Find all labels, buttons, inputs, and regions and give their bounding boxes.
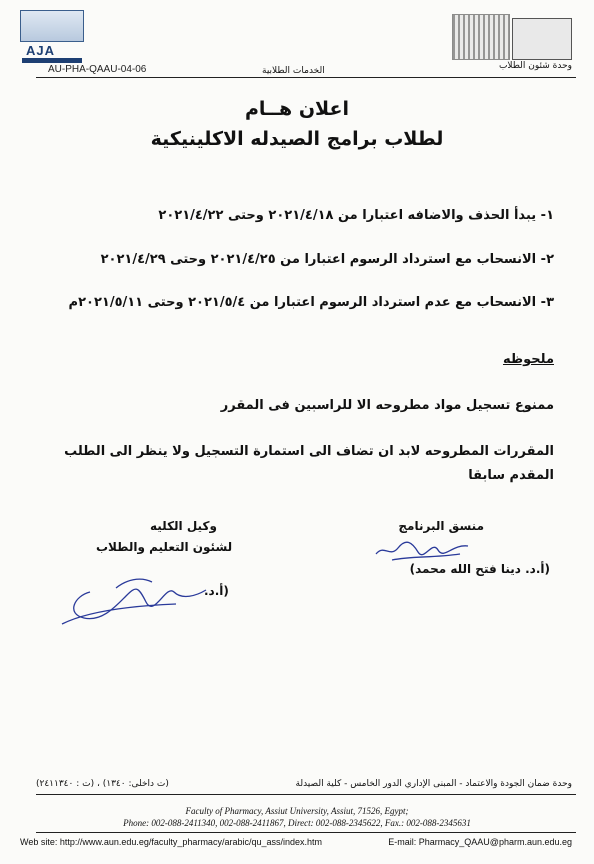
footer-extension: (ت داخلى: ١٣٤٠) ، (ت : ٢٤١١٣٤٠) <box>36 779 169 789</box>
note-heading: ملحوظه <box>502 352 554 367</box>
document-code: AU-PHA-QAAU-04-06 <box>48 64 147 75</box>
vice-dean-title: وكيل الكليه <box>150 519 217 533</box>
item-1: ١- يبدأ الحذف والاضافه اعتبارا من ٢٠٢١/٤/١٨ وحتى ٢٠٢١/٤/٢٢ <box>158 208 554 223</box>
footer-address: Faculty of Pharmacy, Assiut University, Assiut, 71526, Egypt; <box>185 806 409 816</box>
vice-dean-signature <box>56 566 236 630</box>
coordinator-signature <box>372 534 472 564</box>
section-name: الخدمات الطلابية <box>262 66 325 76</box>
university-emblem <box>452 14 510 60</box>
footer-email[interactable]: E-mail: Pharmacy_QAAU@pharm.aun.edu.eg <box>388 837 572 847</box>
vice-dean-name: (أ.د. <box>204 584 229 598</box>
note-line-2: المقررات المطروحه لابد ان تضاف الى استمارة التسجيل ولا ينظر الى الطلب المقدم سابقا <box>64 444 554 483</box>
footer-rule-2 <box>36 832 576 833</box>
footer-website[interactable]: Web site: http://www.aun.edu.eg/faculty_pharmacy/arabic/qu_ass/index.htm <box>20 837 322 847</box>
footer-rule <box>36 794 576 795</box>
note-line-1: ممنوع تسجيل مواد مطروحه الا للراسبين فى المقرر <box>220 398 554 413</box>
footer-unit-address: وحدة ضمان الجودة والاعتماد - المبنى الإداري الدور الخامس - كلية الصيدلة <box>295 779 572 789</box>
coordinator-name: (أ.د. دينا فتح الله محمد) <box>409 562 550 576</box>
announcement-subtitle: لطلاب برامج الصيدله الاكلينيكية <box>150 128 444 150</box>
aja-logo-text: AJA <box>26 43 56 58</box>
coordinator-title: منسق البرنامج <box>398 519 484 533</box>
aja-logo-bar <box>22 58 82 63</box>
vice-dean-office: لشئون التعليم والطلاب <box>96 540 233 554</box>
footer-phones: Phone: 002-088-2411340, 002-088-2411867, Direct: 002-088-2345622, Fax.: 002-088-2345631 <box>123 818 471 828</box>
item-3: ٣- الانسحاب مع عدم استرداد الرسوم اعتبارا من ٢٠٢١/٥/٤ وحتى ٢٠٢١/٥/١١م <box>68 295 554 310</box>
item-2: ٢- الانسحاب مع استرداد الرسوم اعتبارا من ٢٠٢١/٤/٢٥ وحتى ٢٠٢١/٤/٢٩ <box>100 252 554 267</box>
aja-logo <box>20 10 82 62</box>
announcement-title: اعلان هــام <box>245 98 349 120</box>
aja-logo-emblem <box>20 10 84 42</box>
faculty-emblem <box>512 18 572 60</box>
department-name: وحدة شئون الطلاب <box>498 61 572 71</box>
university-logo <box>452 14 572 60</box>
header-rule <box>36 77 576 78</box>
